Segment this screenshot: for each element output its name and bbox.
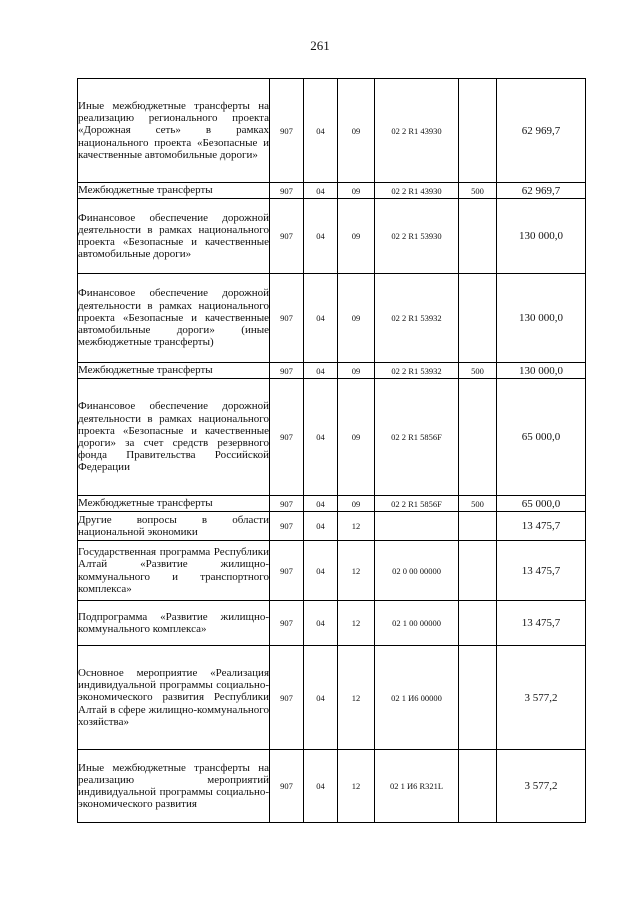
target-article-cell: 02 2 R1 53932	[375, 274, 459, 363]
expense-type-cell: 500	[459, 183, 497, 199]
subsection-code-cell: 09	[338, 183, 375, 199]
row-name-cell: Межбюджетные трансферты	[78, 496, 270, 512]
table-row	[78, 274, 586, 363]
target-article-cell: 02 0 00 00000	[375, 541, 459, 601]
section-code-cell: 04	[304, 750, 338, 823]
page-number: 261	[310, 38, 330, 53]
section-code-cell: 04	[304, 274, 338, 363]
row-name-cell: Межбюджетные трансферты	[78, 363, 270, 379]
expense-type-cell	[459, 601, 497, 646]
table-row	[78, 496, 586, 512]
amount-cell: 13 475,7	[497, 601, 586, 646]
amount-cell: 130 000,0	[497, 363, 586, 379]
amount-cell: 13 475,7	[497, 541, 586, 601]
table-row	[78, 183, 586, 199]
section-code-cell: 04	[304, 496, 338, 512]
grbs-code-cell: 907	[270, 541, 304, 601]
grbs-code-cell: 907	[270, 183, 304, 199]
target-article-cell: 02 2 R1 5856F	[375, 379, 459, 496]
row-name-cell: Государственная программа Республики Алтай «Развитие жилищно-коммунального и транспортного комплекса»	[78, 541, 270, 601]
row-name-cell: Финансовое обеспечение дорожной деятельности в рамках национального проекта «Безопасные и качественные дороги» за счет средств резервного фонда Правительства Российской Федерации	[78, 379, 270, 496]
grbs-code-cell: 907	[270, 199, 304, 274]
section-code-cell: 04	[304, 363, 338, 379]
row-name-cell: Другие вопросы в области национальной экономики	[78, 512, 270, 541]
target-article-cell: 02 2 R1 5856F	[375, 496, 459, 512]
row-name-cell: Иные межбюджетные трансферты на реализацию регионального проекта «Дорожная сеть» в рамках национального проекта «Безопасные и качественные автомобильные дороги»	[78, 79, 270, 183]
target-article-cell: 02 2 R1 53932	[375, 363, 459, 379]
grbs-code-cell: 907	[270, 512, 304, 541]
subsection-code-cell: 12	[338, 750, 375, 823]
subsection-code-cell: 12	[338, 512, 375, 541]
expense-type-cell	[459, 199, 497, 274]
subsection-code-cell: 09	[338, 199, 375, 274]
expense-type-cell	[459, 541, 497, 601]
section-code-cell: 04	[304, 379, 338, 496]
target-article-cell: 02 2 R1 43930	[375, 183, 459, 199]
table-row	[78, 199, 586, 274]
amount-cell: 130 000,0	[497, 274, 586, 363]
table-row	[78, 646, 586, 750]
amount-cell: 3 577,2	[497, 646, 586, 750]
expense-type-cell	[459, 274, 497, 363]
row-name-cell: Финансовое обеспечение дорожной деятельности в рамках национального проекта «Безопасные и качественные автомобильные дороги»	[78, 199, 270, 274]
table-row	[78, 541, 586, 601]
expense-type-cell	[459, 646, 497, 750]
table-row	[78, 379, 586, 496]
grbs-code-cell: 907	[270, 750, 304, 823]
amount-cell: 62 969,7	[497, 79, 586, 183]
grbs-code-cell: 907	[270, 79, 304, 183]
table-row	[78, 750, 586, 823]
row-name-cell: Основное мероприятие «Реализация индивидуальной программы социально-экономического развития Республики Алтай в сфере жилищно-коммунального хозяйства»	[78, 646, 270, 750]
subsection-code-cell: 09	[338, 496, 375, 512]
section-code-cell: 04	[304, 199, 338, 274]
target-article-cell: 02 2 R1 53930	[375, 199, 459, 274]
row-name-cell: Подпрограмма «Развитие жилищно-коммунального комплекса»	[78, 601, 270, 646]
grbs-code-cell: 907	[270, 274, 304, 363]
subsection-code-cell: 09	[338, 79, 375, 183]
budget-table-body	[78, 79, 586, 823]
grbs-code-cell: 907	[270, 379, 304, 496]
grbs-code-cell: 907	[270, 646, 304, 750]
amount-cell: 65 000,0	[497, 496, 586, 512]
amount-cell: 130 000,0	[497, 199, 586, 274]
amount-cell: 62 969,7	[497, 183, 586, 199]
section-code-cell: 04	[304, 79, 338, 183]
expense-type-cell: 500	[459, 496, 497, 512]
amount-cell: 65 000,0	[497, 379, 586, 496]
subsection-code-cell: 09	[338, 274, 375, 363]
subsection-code-cell: 12	[338, 541, 375, 601]
subsection-code-cell: 12	[338, 646, 375, 750]
amount-cell: 3 577,2	[497, 750, 586, 823]
subsection-code-cell: 12	[338, 601, 375, 646]
section-code-cell: 04	[304, 646, 338, 750]
expense-type-cell	[459, 512, 497, 541]
target-article-cell: 02 1 И6 00000	[375, 646, 459, 750]
row-name-cell: Межбюджетные трансферты	[78, 183, 270, 199]
section-code-cell: 04	[304, 183, 338, 199]
table-row	[78, 363, 586, 379]
row-name-cell: Иные межбюджетные трансферты на реализацию мероприятий индивидуальной программы социально-экономического развития	[78, 750, 270, 823]
section-code-cell: 04	[304, 541, 338, 601]
expense-type-cell	[459, 379, 497, 496]
section-code-cell: 04	[304, 601, 338, 646]
budget-table	[77, 78, 586, 823]
target-article-cell: 02 1 И6 R321L	[375, 750, 459, 823]
grbs-code-cell: 907	[270, 601, 304, 646]
table-row	[78, 601, 586, 646]
table-row	[78, 512, 586, 541]
expense-type-cell	[459, 750, 497, 823]
subsection-code-cell: 09	[338, 379, 375, 496]
grbs-code-cell: 907	[270, 363, 304, 379]
expense-type-cell	[459, 79, 497, 183]
expense-type-cell: 500	[459, 363, 497, 379]
subsection-code-cell: 09	[338, 363, 375, 379]
row-name-cell: Финансовое обеспечение дорожной деятельности в рамках национального проекта «Безопасные и качественные автомобильные дороги» (иные межбюджетные трансферты)	[78, 274, 270, 363]
target-article-cell	[375, 512, 459, 541]
section-code-cell: 04	[304, 512, 338, 541]
table-row	[78, 79, 586, 183]
grbs-code-cell: 907	[270, 496, 304, 512]
target-article-cell: 02 1 00 00000	[375, 601, 459, 646]
target-article-cell: 02 2 R1 43930	[375, 79, 459, 183]
amount-cell: 13 475,7	[497, 512, 586, 541]
